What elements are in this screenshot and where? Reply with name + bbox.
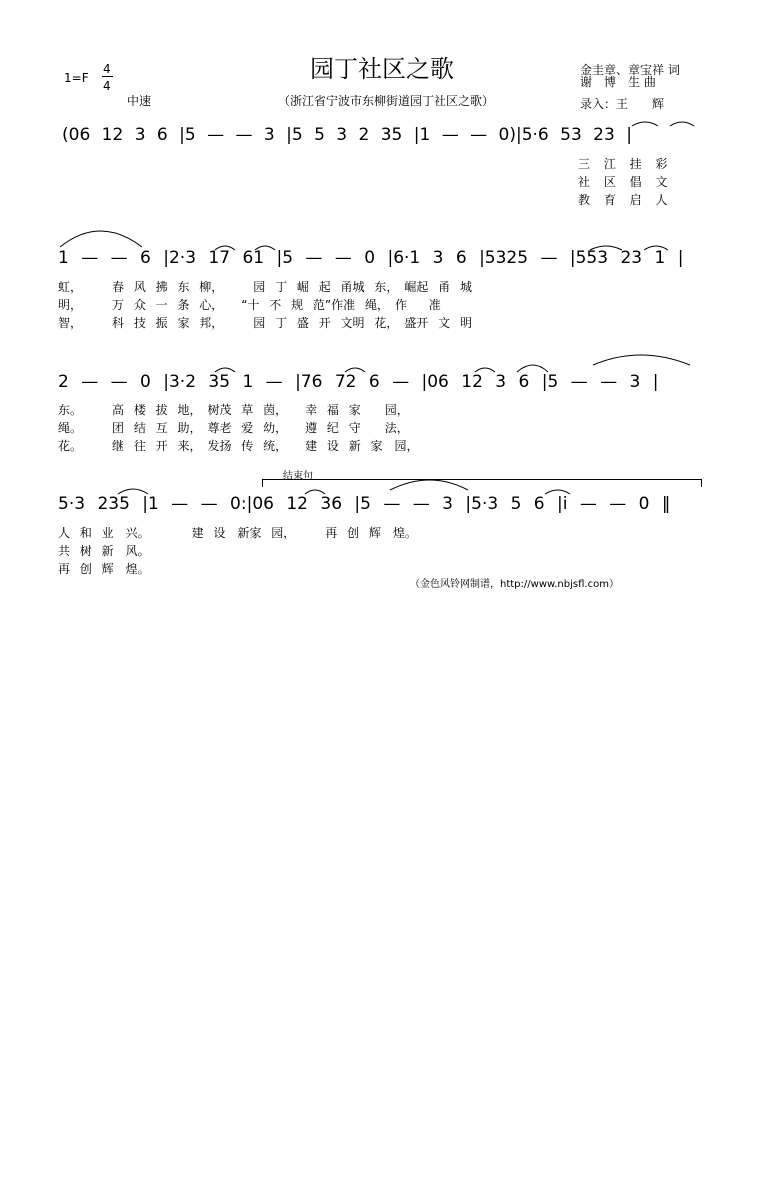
lyric-line-1-verse-3: 教 育 启 人 (578, 193, 668, 207)
slur-arc (517, 365, 548, 372)
time-signature-line (102, 76, 113, 77)
lyric-line-3-verse-2: 绳。 团 结 互 助， 尊老 爱 幼， 遵 纪 守 法， (58, 421, 409, 435)
lyric-line-4-verse-3: 再 创 辉 煌。 (58, 562, 150, 576)
lyric-line-4-verse-2: 共 树 新 风。 (58, 544, 150, 558)
time-signature-bottom: 4 (103, 79, 111, 93)
lyricist-credit: 金圭章、章宝祥 词 (580, 63, 680, 77)
ending-bracket-left (262, 479, 263, 487)
slur-arc (632, 122, 658, 126)
composer-credit: 谢 博 生 曲 (580, 75, 656, 89)
ending-bracket (262, 479, 702, 480)
lyric-line-2-verse-3: 智， 科 技 振 家 邦， 园 丁 盛 开 文明 花， 盛开 文 明 (58, 316, 472, 330)
lyric-line-4-verse-1: 人 和 业 兴。 建 设 新家 园， 再 创 辉 煌。 (58, 526, 417, 540)
song-title: 园丁社区之歌 (310, 55, 454, 83)
slur-arc (670, 122, 694, 126)
lyric-line-3-verse-1: 东。 高 楼 拔 地， 树茂 草 茵， 幸 福 家 园， (58, 403, 409, 417)
song-subtitle: （浙江省宁波市东柳街道园丁社区之歌） (278, 94, 495, 108)
recorder-credit: 录入：王 辉 (580, 97, 665, 111)
tempo-marking: 中速 (127, 94, 152, 108)
ending-phrase-label: 结束句 (283, 471, 313, 482)
key-signature: 1=F (64, 71, 89, 85)
lyric-line-1-verse-1: 三 江 挂 彩 (578, 157, 668, 171)
lyric-line-2-verse-1: 虹， 春 风 拂 东 柳， 园 丁 崛 起 甬城 东， 崛起 甬 城 (58, 280, 472, 294)
lyric-line-3-verse-3: 花。 继 往 开 来， 发扬 传 统， 建 设 新 家 园， (58, 439, 419, 453)
lyric-line-1-verse-2: 社 区 倡 文 (578, 175, 668, 189)
lyric-line-2-verse-2: 明， 万 众 一 条 心， “十 不 规 范”作准 绳， 作 准 (58, 298, 441, 312)
ending-bracket-right (701, 479, 702, 487)
footer-credit: （金色风铃网制谱，http://www.nbjsfl.com） (410, 579, 619, 590)
notation-line-4: 5·3 235 |1 — — 0:|06 12 36 |5 — — 3 |5·3 5 6 |i — — 0 ‖ (58, 494, 671, 514)
notation-line-1: (06 12 3 6 |5 — — 3 |5 5 3 2 35 |1 — — 0)|5·6 53 23 | (62, 125, 632, 145)
slur-arc (593, 355, 690, 365)
time-signature-top: 4 (103, 62, 111, 76)
notation-line-3: 2 — — 0 |3·2 35 1 — |76 72 6 — |06 12 3 6 |5 — — 3 | (58, 372, 659, 392)
slur-arc (390, 480, 468, 490)
slur-arc (60, 231, 142, 247)
notation-line-2: 1 — — 6 |2·3 17 61 |5 — — 0 |6·1 3 6 |5325 — |553 23 1 | (58, 248, 684, 268)
